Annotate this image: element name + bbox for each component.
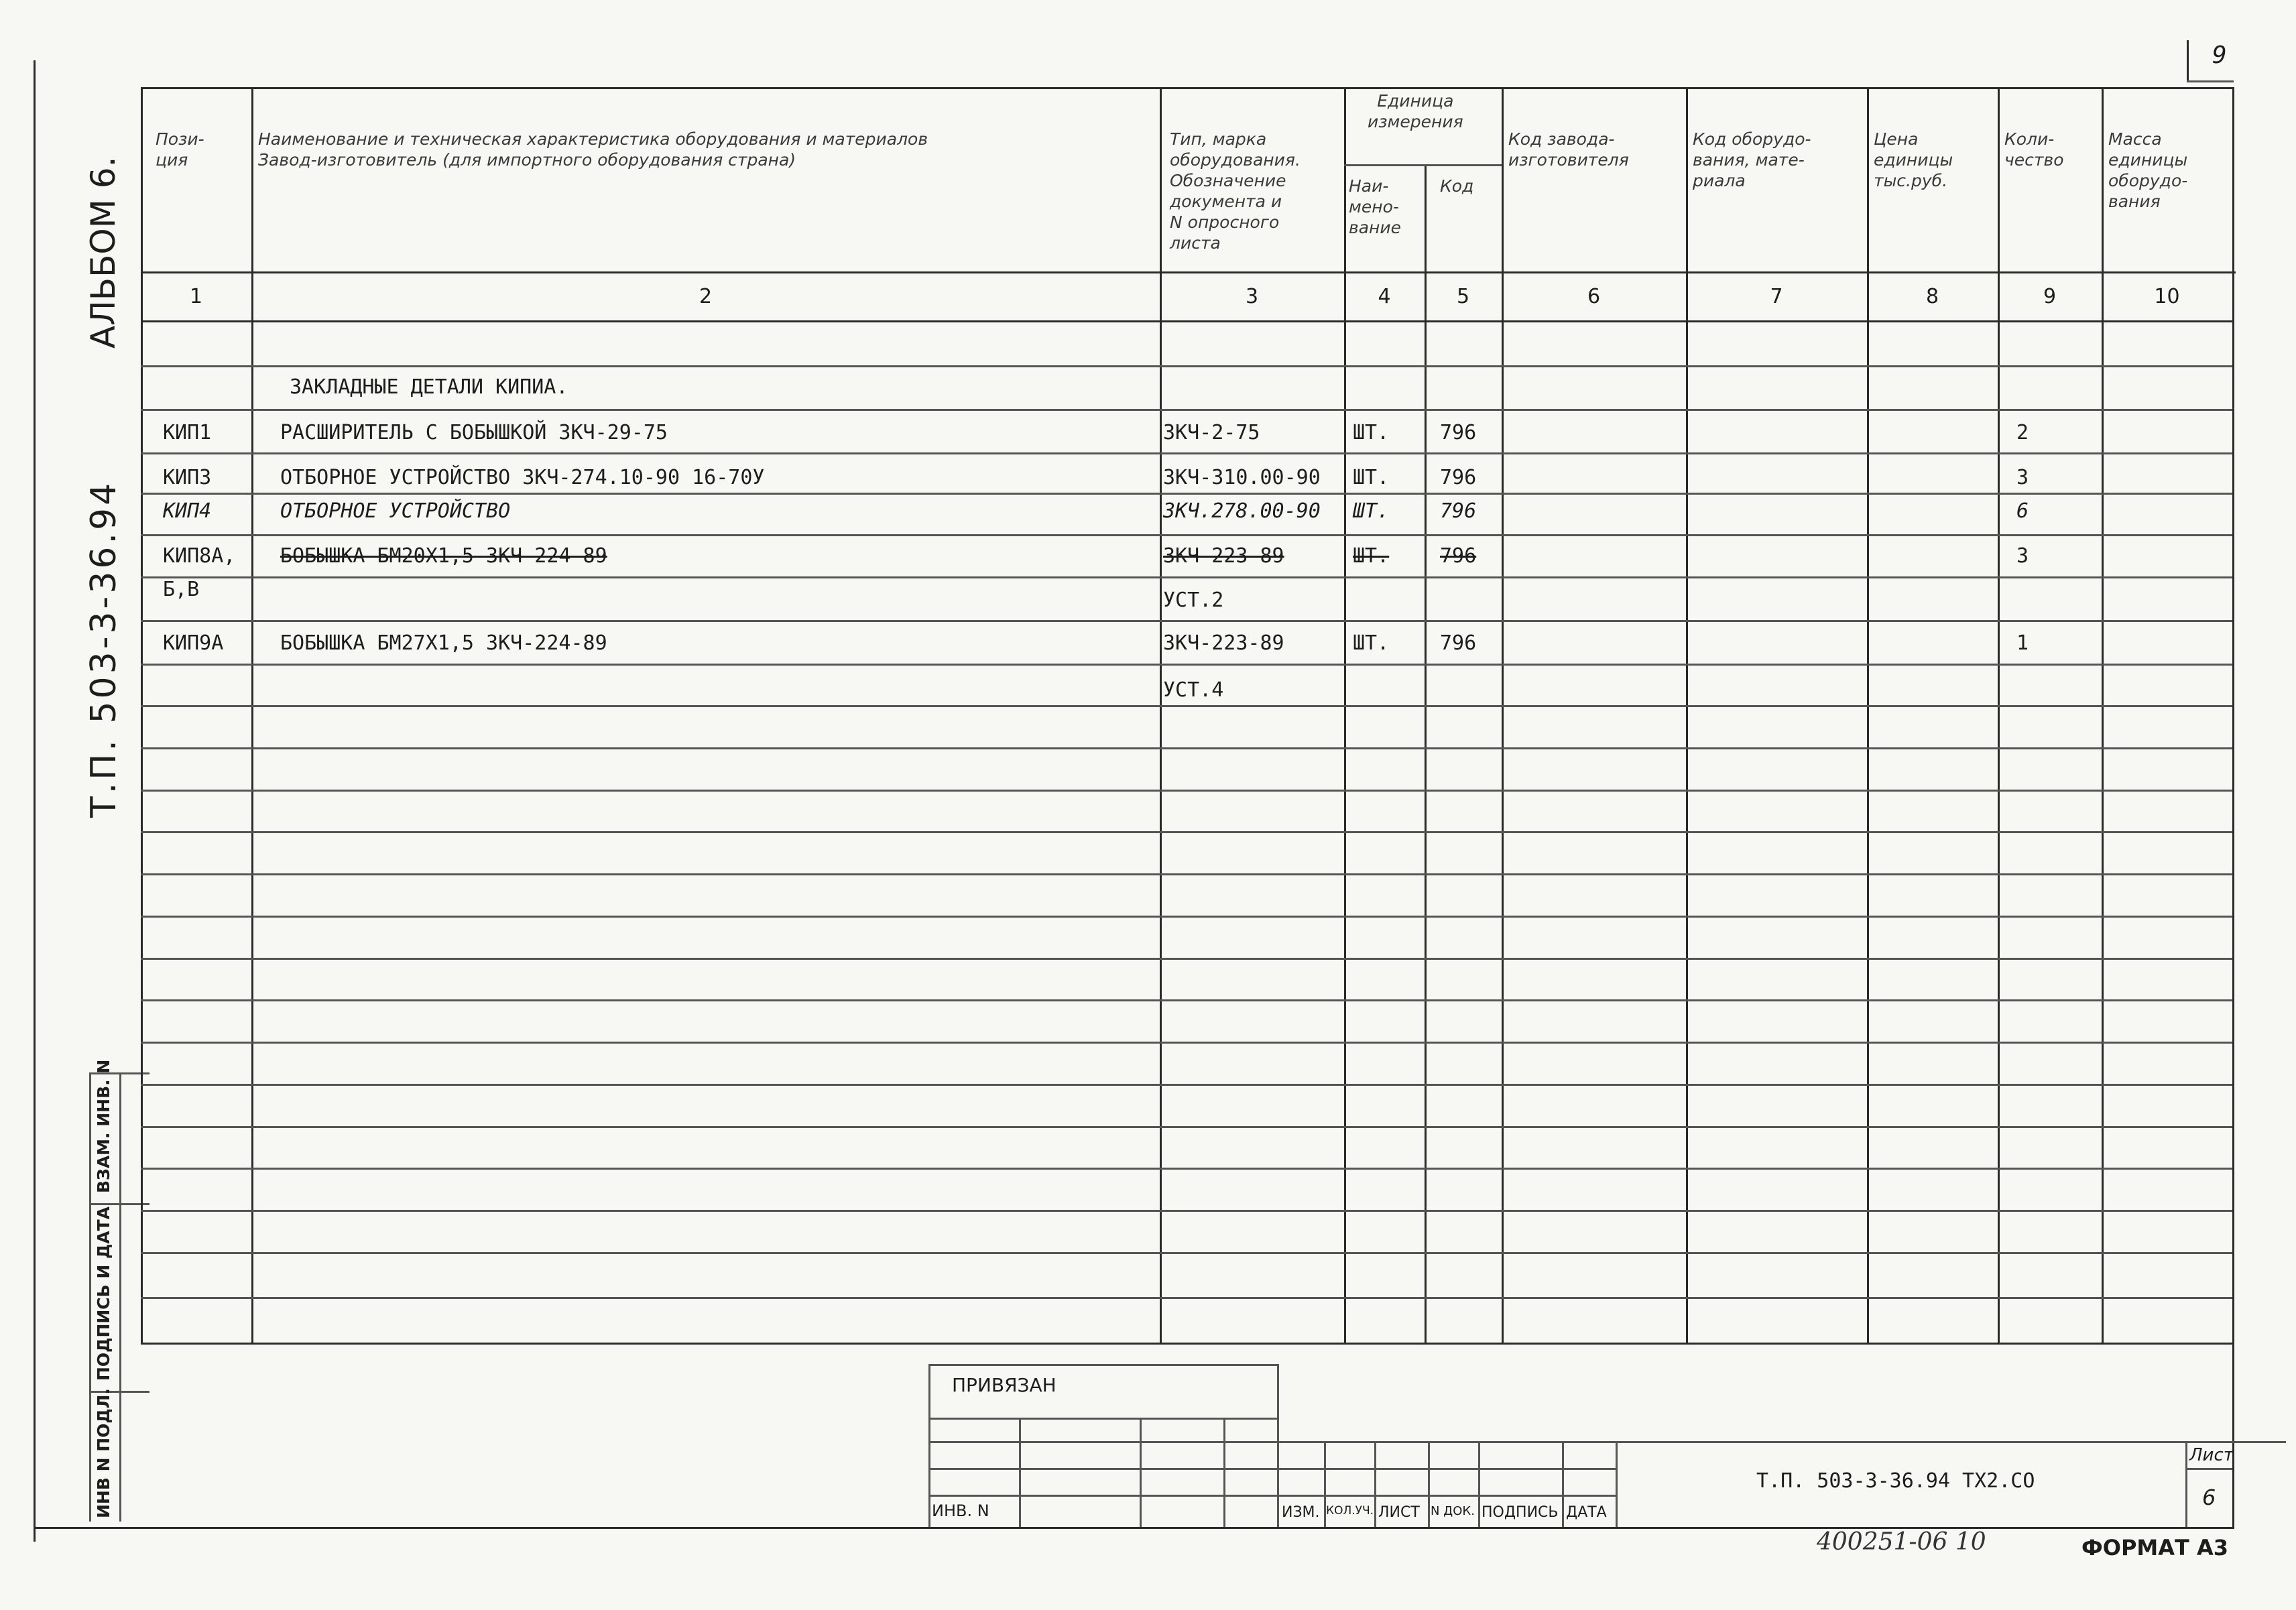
row-unit: ШТ. (1353, 421, 1390, 444)
colnum-7: 7 (1770, 285, 1783, 308)
header-mass: Масса единицы оборудо- вания (2108, 129, 2188, 211)
row-position: КИП4 (163, 499, 212, 523)
row-type: ЗКЧ-2-75 (1163, 421, 1260, 444)
section-title: ЗАКЛАДНЫЕ ДЕТАЛИ КИПИА. (290, 375, 568, 399)
col-line (1344, 87, 1346, 1343)
corner-box-line (2187, 80, 2234, 82)
row-type: УСТ.2 (1163, 589, 1224, 612)
header-unit-code: Код (1440, 176, 1474, 196)
row-position: КИП1 (163, 421, 212, 444)
unit-group-line (1344, 164, 1502, 166)
corner-box-line (2187, 40, 2189, 82)
sheet-label: Лист (2189, 1445, 2234, 1465)
colnum-6: 6 (1587, 285, 1601, 308)
row-type: ЗКЧ.278.00-90 (1163, 499, 1321, 523)
frame-left-line (34, 60, 36, 1542)
header-unit-group: Единица измерения (1368, 91, 1463, 131)
row-unit: ШТ. (1353, 499, 1390, 523)
colnum-1: 1 (189, 285, 203, 308)
row-unit: ШТ. (1353, 631, 1390, 655)
row-type: ЗКЧ-223-89 (1163, 631, 1284, 655)
corner-number: 9 (2212, 42, 2227, 69)
col-line (1425, 164, 1427, 1343)
col-line (1160, 87, 1162, 1343)
stamp-strip-line (119, 1072, 121, 1522)
col-data: ДАТА (1566, 1504, 1607, 1521)
stamp-vzam-inv: ВЗАМ. ИНВ. N (94, 1059, 113, 1193)
row-name: ОТБОРНОЕ УСТРОЙСТВО (280, 499, 511, 523)
handwritten-note: 400251-06 10 (1817, 1528, 1986, 1556)
stamp-strip-line (89, 1072, 91, 1522)
col-line (251, 87, 253, 1343)
header-position: Пози- ция (156, 129, 204, 170)
row-code: 796 (1440, 544, 1477, 568)
row-type: УСТ.4 (1163, 678, 1224, 702)
header-name: Наименование и техническая характеристика оборудования и материалов Завод-изготовитель (для импортного оборудования страна) (258, 129, 928, 170)
row-quantity: 1 (2016, 631, 2029, 655)
row-code: 796 (1440, 421, 1477, 444)
col-line (1502, 87, 1504, 1343)
col-podpis: ПОДПИСЬ (1482, 1504, 1559, 1521)
row-unit: ШТ. (1353, 466, 1390, 489)
row-code: 796 (1440, 466, 1477, 489)
colnum-9: 9 (2043, 285, 2057, 308)
col-line (1998, 87, 2000, 1343)
col-list: ЛИСТ (1378, 1504, 1420, 1521)
frame-top-line (141, 87, 2232, 89)
row-quantity: 3 (2016, 466, 2029, 489)
inv-label: ИНВ. N (932, 1501, 989, 1520)
col-kol-uch: КОЛ.УЧ. (1326, 1504, 1374, 1518)
colnum-8: 8 (1925, 285, 1939, 308)
header-manufacturer-code: Код завода- изготовителя (1508, 129, 1629, 170)
row-name: РАСШИРИТЕЛЬ С БОБЫШКОЙ ЗКЧ-29-75 (280, 421, 668, 444)
row-position: КИП3 (163, 466, 212, 489)
row-code: 796 (1440, 631, 1477, 655)
header-unit-name: Наи- мено- вание (1349, 176, 1402, 237)
colnum-2: 2 (699, 285, 713, 308)
row-quantity: 3 (2016, 544, 2029, 568)
table-line (141, 87, 143, 1344)
header-price: Цена единицы тыс.руб. (1874, 129, 1953, 190)
album-label: АЛЬБОМ 6. (84, 156, 123, 349)
doc-code: Т.П. 503-3-36.94 ТХ2.СО (1756, 1469, 2035, 1493)
frame-right-line (2232, 87, 2234, 1528)
row-type: ЗКЧ-310.00-90 (1163, 466, 1321, 489)
col-n-doc: N ДОК. (1431, 1504, 1475, 1518)
colnum-bottom-line (141, 320, 2232, 322)
col-line (2102, 87, 2104, 1343)
table-line (141, 1343, 2232, 1345)
header-type: Тип, марка оборудования. Обозначение документа и N опросного листа (1170, 129, 1301, 253)
colnum-4: 4 (1378, 285, 1391, 308)
row-quantity: 6 (2016, 499, 2029, 523)
colnum-10: 10 (2154, 285, 2180, 308)
col-line (1686, 87, 1688, 1343)
row-position: КИП8А, (163, 544, 236, 568)
row-position: КИП9А (163, 631, 224, 655)
header-quantity: Коли- чество (2004, 129, 2064, 170)
row-quantity: 2 (2016, 421, 2029, 444)
row-unit: ШТ. (1353, 544, 1390, 568)
format-label: ФОРМАТ А3 (2081, 1535, 2228, 1560)
stamp-inv-podl: ИНВ N ПОДЛ. (94, 1388, 113, 1518)
row-type: ЗКЧ-223-89 (1163, 544, 1284, 568)
sheet-number: 6 (2202, 1485, 2216, 1510)
col-line (1867, 87, 1869, 1343)
row-name: БОБЫШКА БМ20Х1,5 ЗКЧ-224-89 (280, 544, 607, 568)
header-equipment-code: Код оборудо- вания, мате- риала (1693, 129, 1811, 190)
row-name: БОБЫШКА БМ27Х1,5 ЗКЧ-224-89 (280, 631, 607, 655)
row-code: 796 (1440, 499, 1477, 523)
colnum-3: 3 (1245, 285, 1259, 308)
privyazan-label: ПРИВЯЗАН (952, 1374, 1056, 1396)
colnum-5: 5 (1456, 285, 1470, 308)
stamp-signature-date: ПОДПИСЬ И ДАТА (94, 1206, 113, 1381)
header-bottom-line (141, 271, 2236, 273)
row-position: Б,В (163, 578, 200, 601)
project-code-vertical: Т.П. 503-3-36.94 (84, 480, 124, 818)
row-name: ОТБОРНОЕ УСТРОЙСТВО ЗКЧ-274.10-90 16-70У (280, 466, 765, 489)
col-izm: ИЗМ. (1282, 1504, 1320, 1521)
